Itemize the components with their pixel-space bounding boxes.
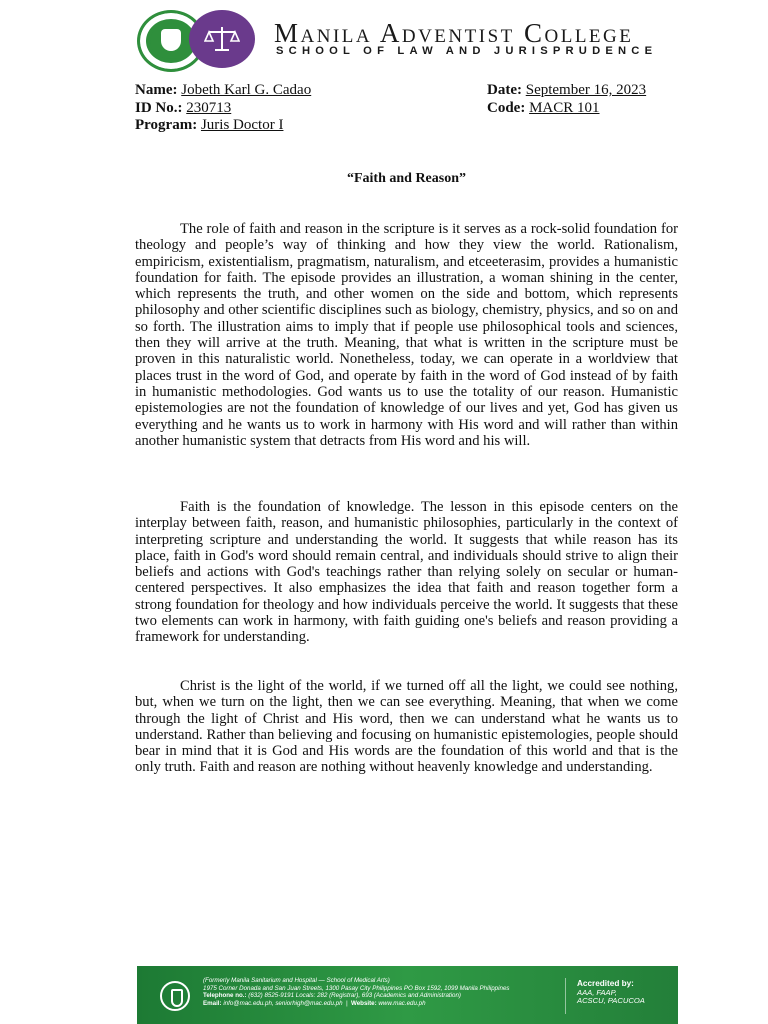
date-label: Date: [487,82,522,98]
footer-contact-info [203,977,509,1007]
program: Juris Doctor I [200,117,284,133]
footer-accreditation [577,980,645,1006]
letterhead [137,8,682,70]
id-label: ID No.: [135,100,183,116]
program-row [135,117,283,134]
program-label: Program: [135,117,198,133]
footer-divider [565,978,566,1014]
student-id: 230713 [186,100,232,116]
footer-address: 1975 Corner Donada and San Juan Streets, 1300 Pasay City Philippines PO Box 1592, 1099 Manila Philippines [203,984,510,992]
footer-telephone: Telephone no.: (632) 8525-9191 Locals: 282 (Registrar), 693 (Academics and Administration) [203,992,461,1000]
paragraph-1: The role of faith and reason in the scripture is it serves as a rock-solid foundation for theology and people’s way of thinking and how they view the world. Rationalism, empiricism, existentialism, pragmatism, naturalism, and etceeterasim, provides a humanistic foundation for faith. The episode provides an illustration, a woman shining in the center, which represents the truth, and other women on the side and bottom, which represents philosophy and other scientific disciplines such as biology, chemistry, physics, and so on and so forth. The illustration aims to imply that if people use philosophical tools and sciences, then they will arrive at the truth. Meaning, that what is written in the scripture must be proven in this naturalistic world. Nonetheless, today, we can operate in a worldview that places trust in the word of God, and operate by faith in the word of God instead of by faith in humanistic methodologies. God wants us to use the totality of our reason. Humanistic epistemologies are not the foundation of knowledge of our lives and yet, God has given us everything and he wants us to work in harmony with His word and will rather than within another humanistic system that detracts from His word and his will. [135,221,678,449]
paragraph-2: Faith is the foundation of knowledge. The lesson in this episode centers on the interplay between faith, reason, and humanistic philosophies, particularly in the context of interpreting scripture and understanding the world. It suggests that while reason has its place, faith in God's word should remain central, and individuals should strive to align their beliefs and actions with God's teachings rather than relying solely on secular or human-centered perspectives. It also emphasizes the idea that faith and reason together form a strong foundation for theology and how individuals perceive the world. It suggests that these two elements can work in harmony, with faith guiding one's beliefs and reason providing a framework for understanding. [135,499,678,646]
footer-email-web: Email: info@mac.edu.ph, seniorhigh@mac.edu.ph | Website: www.mac.edu.ph [203,999,426,1007]
student-name-row [135,82,311,99]
footer-banner [137,966,678,1024]
course-code: MACR 101 [529,100,600,116]
name-label: Name: [135,82,178,98]
student-name: Jobeth Karl G. Cadao [181,82,312,98]
accredited-line-2: ACSCU, PACUCOA [577,996,645,1006]
footer-logo-icon [160,981,190,1011]
scales-of-justice-icon [204,24,240,54]
date-row [487,82,646,99]
accredited-label: Accredited by: [577,979,634,988]
code-label: Code: [487,100,526,116]
paragraph-3: Christ is the light of the world, if we turned off all the light, we could see nothing, but, when we turn on the light, then we can see everything. Meaning, that when we come through the light of Christ and His word, then we can understand what he wants us to understand. Rather than believing and focusing on humanistic epistemologies, people should bear in mind that it is God and His words are the foundation of this world and that is the only truth. Faith and reason are nothing without heavenly knowledge and understanding. [135,678,678,776]
date: September 16, 2023 [525,82,647,98]
accredited-line-1: AAA, FAAP, [577,987,617,997]
law-school-logo [189,10,255,68]
college-name: Manila Adventist College [274,18,634,48]
student-id-row [135,100,231,117]
code-row [487,100,600,117]
footer-formerly: (Formerly Manila Sanitarium and Hospital — School of Medical Arts) [203,977,390,984]
essay-title: “Faith and Reason” [346,171,467,186]
school-name: SCHOOL OF LAW AND JURISPRUDENCE [276,45,658,57]
